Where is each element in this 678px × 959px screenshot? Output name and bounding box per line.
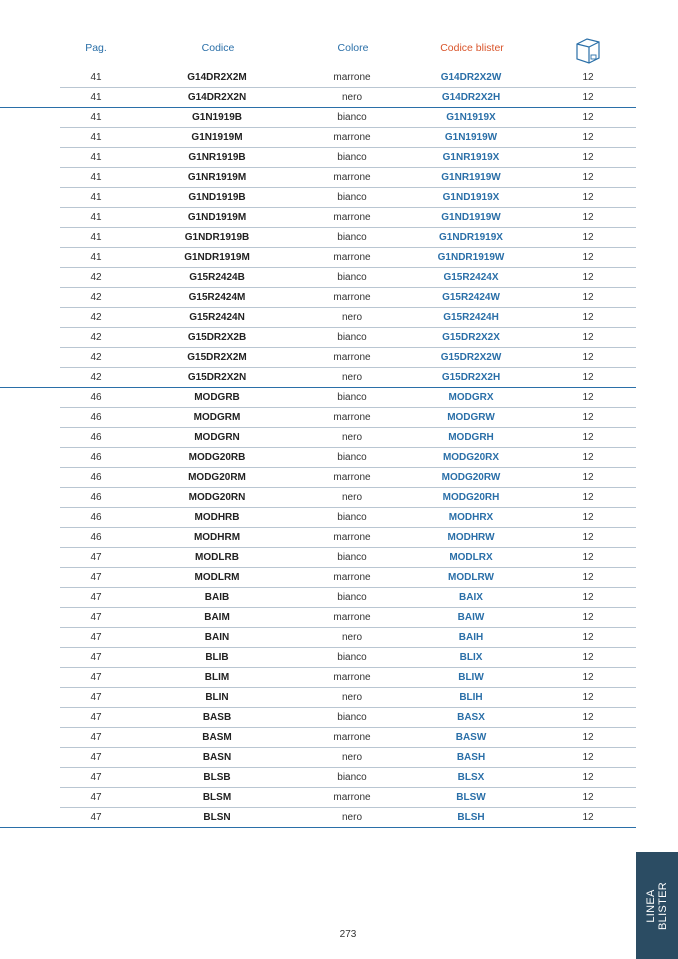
row-spacer bbox=[0, 528, 60, 548]
cell-pag: 41 bbox=[60, 88, 132, 108]
cell-codice: MODGRB bbox=[132, 388, 302, 408]
cell-codice-blister: G14DR2X2H bbox=[402, 88, 540, 108]
row-spacer bbox=[0, 648, 60, 668]
cell-codice-blister: MODGRW bbox=[402, 408, 540, 428]
cell-codice: MODG20RB bbox=[132, 448, 302, 468]
cell-colore: marrone bbox=[302, 608, 402, 628]
table-row bbox=[0, 388, 636, 408]
cell-codice-blister: BASW bbox=[402, 728, 540, 748]
cell-codice-blister: MODG20RW bbox=[402, 468, 540, 488]
cell-colore: marrone bbox=[302, 408, 402, 428]
cell-codice: MODGRM bbox=[132, 408, 302, 428]
row-spacer bbox=[0, 748, 60, 768]
cell-pag: 47 bbox=[60, 608, 132, 628]
table-row bbox=[0, 168, 636, 188]
row-spacer bbox=[0, 248, 60, 268]
table-row bbox=[0, 208, 636, 228]
row-spacer bbox=[0, 188, 60, 208]
row-spacer bbox=[0, 148, 60, 168]
cell-codice-blister: MODLRX bbox=[402, 548, 540, 568]
row-spacer bbox=[0, 308, 60, 328]
cell-codice-blister: G1ND1919W bbox=[402, 208, 540, 228]
cell-codice: BLSN bbox=[132, 808, 302, 828]
cell-pag: 47 bbox=[60, 548, 132, 568]
cell-pag: 42 bbox=[60, 268, 132, 288]
product-table bbox=[0, 68, 636, 828]
table-row bbox=[0, 308, 636, 328]
table-row bbox=[0, 788, 636, 808]
row-spacer bbox=[0, 668, 60, 688]
table-row bbox=[0, 508, 636, 528]
header-codice: Codice bbox=[201, 42, 235, 54]
cell-colore: bianco bbox=[302, 448, 402, 468]
cell-codice-blister: G15DR2X2W bbox=[402, 348, 540, 368]
row-spacer bbox=[0, 268, 60, 288]
table-row bbox=[0, 808, 636, 828]
table-row bbox=[0, 288, 636, 308]
cell-pag: 47 bbox=[60, 648, 132, 668]
cell-pag: 47 bbox=[60, 688, 132, 708]
cell-quantity: 12 bbox=[540, 148, 636, 168]
row-spacer bbox=[0, 288, 60, 308]
cell-quantity: 12 bbox=[540, 128, 636, 148]
table-row bbox=[0, 328, 636, 348]
row-spacer bbox=[0, 388, 60, 408]
cell-quantity: 12 bbox=[540, 728, 636, 748]
cell-pag: 42 bbox=[60, 368, 132, 388]
cell-codice-blister: G1NR1919W bbox=[402, 168, 540, 188]
cell-colore: bianco bbox=[302, 508, 402, 528]
cell-pag: 42 bbox=[60, 328, 132, 348]
cell-pag: 47 bbox=[60, 708, 132, 728]
cell-colore: bianco bbox=[302, 388, 402, 408]
table-row bbox=[0, 368, 636, 388]
cell-codice: BLIM bbox=[132, 668, 302, 688]
cell-codice-blister: BLSW bbox=[402, 788, 540, 808]
cell-codice-blister: BASH bbox=[402, 748, 540, 768]
cell-pag: 41 bbox=[60, 248, 132, 268]
cell-pag: 47 bbox=[60, 768, 132, 788]
row-spacer bbox=[0, 508, 60, 528]
row-spacer bbox=[0, 808, 60, 828]
cell-quantity: 12 bbox=[540, 208, 636, 228]
cell-codice: MODLRB bbox=[132, 548, 302, 568]
cell-codice: MODG20RN bbox=[132, 488, 302, 508]
cell-codice: BASM bbox=[132, 728, 302, 748]
cell-pag: 47 bbox=[60, 628, 132, 648]
cell-pag: 41 bbox=[60, 208, 132, 228]
cell-pag: 42 bbox=[60, 288, 132, 308]
cell-pag: 41 bbox=[60, 188, 132, 208]
cell-quantity: 12 bbox=[540, 808, 636, 828]
cell-colore: marrone bbox=[302, 528, 402, 548]
cell-colore: marrone bbox=[302, 348, 402, 368]
cell-colore: marrone bbox=[302, 728, 402, 748]
row-spacer bbox=[0, 228, 60, 248]
table-row bbox=[0, 648, 636, 668]
cell-codice-blister: MODHRW bbox=[402, 528, 540, 548]
cell-codice-blister: G14DR2X2W bbox=[402, 68, 540, 88]
cell-quantity: 12 bbox=[540, 608, 636, 628]
cell-codice-blister: BLIH bbox=[402, 688, 540, 708]
cell-pag: 46 bbox=[60, 388, 132, 408]
cell-codice: BAIM bbox=[132, 608, 302, 628]
cell-codice-blister: MODG20RX bbox=[402, 448, 540, 468]
row-spacer bbox=[0, 728, 60, 748]
cell-codice: G1NDR1919B bbox=[132, 228, 302, 248]
row-spacer bbox=[0, 768, 60, 788]
cell-pag: 46 bbox=[60, 408, 132, 428]
cell-quantity: 12 bbox=[540, 508, 636, 528]
cell-pag: 46 bbox=[60, 448, 132, 468]
cell-colore: bianco bbox=[302, 268, 402, 288]
table-row bbox=[0, 708, 636, 728]
cell-pag: 41 bbox=[60, 168, 132, 188]
cell-colore: marrone bbox=[302, 668, 402, 688]
cell-pag: 47 bbox=[60, 668, 132, 688]
cell-codice-blister: BLIW bbox=[402, 668, 540, 688]
box-icon bbox=[574, 36, 602, 64]
cell-pag: 47 bbox=[60, 808, 132, 828]
cell-pag: 41 bbox=[60, 128, 132, 148]
table-header bbox=[0, 36, 678, 66]
cell-codice-blister: BLIX bbox=[402, 648, 540, 668]
cell-codice: G1NDR1919M bbox=[132, 248, 302, 268]
side-tab-line2: BLISTER bbox=[657, 881, 669, 930]
cell-quantity: 12 bbox=[540, 368, 636, 388]
table-row bbox=[0, 448, 636, 468]
cell-quantity: 12 bbox=[540, 448, 636, 468]
cell-pag: 46 bbox=[60, 508, 132, 528]
cell-quantity: 12 bbox=[540, 688, 636, 708]
row-spacer bbox=[0, 588, 60, 608]
cell-codice: G15DR2X2B bbox=[132, 328, 302, 348]
cell-quantity: 12 bbox=[540, 788, 636, 808]
table-row bbox=[0, 688, 636, 708]
cell-codice: G15DR2X2N bbox=[132, 368, 302, 388]
cell-codice: G15R2424N bbox=[132, 308, 302, 328]
cell-codice: BASB bbox=[132, 708, 302, 728]
cell-colore: bianco bbox=[302, 648, 402, 668]
header-pag: Pag. bbox=[85, 42, 107, 54]
row-spacer bbox=[0, 208, 60, 228]
cell-codice-blister: G1ND1919X bbox=[402, 188, 540, 208]
row-spacer bbox=[0, 68, 60, 88]
cell-colore: bianco bbox=[302, 148, 402, 168]
cell-pag: 42 bbox=[60, 348, 132, 368]
table-row bbox=[0, 248, 636, 268]
cell-pag: 47 bbox=[60, 588, 132, 608]
cell-quantity: 12 bbox=[540, 708, 636, 728]
cell-quantity: 12 bbox=[540, 468, 636, 488]
cell-colore: bianco bbox=[302, 708, 402, 728]
header-colore: Colore bbox=[337, 42, 369, 54]
cell-colore: marrone bbox=[302, 568, 402, 588]
table-row bbox=[0, 88, 636, 108]
row-spacer bbox=[0, 628, 60, 648]
cell-colore: marrone bbox=[302, 788, 402, 808]
cell-colore: marrone bbox=[302, 468, 402, 488]
row-spacer bbox=[0, 128, 60, 148]
cell-codice: G1N1919M bbox=[132, 128, 302, 148]
cell-codice-blister: G1N1919W bbox=[402, 128, 540, 148]
cell-pag: 41 bbox=[60, 228, 132, 248]
cell-codice: BLIN bbox=[132, 688, 302, 708]
cell-pag: 46 bbox=[60, 528, 132, 548]
cell-codice: BLSB bbox=[132, 768, 302, 788]
row-spacer bbox=[0, 428, 60, 448]
table-row bbox=[0, 468, 636, 488]
cell-codice: G1ND1919M bbox=[132, 208, 302, 228]
cell-pag: 47 bbox=[60, 568, 132, 588]
cell-colore: nero bbox=[302, 808, 402, 828]
cell-codice-blister: MODLRW bbox=[402, 568, 540, 588]
cell-codice-blister: BASX bbox=[402, 708, 540, 728]
cell-colore: nero bbox=[302, 88, 402, 108]
cell-codice-blister: BAIX bbox=[402, 588, 540, 608]
row-spacer bbox=[0, 368, 60, 388]
cell-codice: BLIB bbox=[132, 648, 302, 668]
cell-codice-blister: G15R2424X bbox=[402, 268, 540, 288]
cell-pag: 42 bbox=[60, 308, 132, 328]
cell-codice-blister: G1N1919X bbox=[402, 108, 540, 128]
cell-codice-blister: BAIH bbox=[402, 628, 540, 648]
cell-colore: bianco bbox=[302, 108, 402, 128]
cell-codice: BASN bbox=[132, 748, 302, 768]
cell-quantity: 12 bbox=[540, 268, 636, 288]
table-row bbox=[0, 128, 636, 148]
row-spacer bbox=[0, 408, 60, 428]
cell-colore: bianco bbox=[302, 768, 402, 788]
cell-quantity: 12 bbox=[540, 388, 636, 408]
cell-codice-blister: G1NR1919X bbox=[402, 148, 540, 168]
cell-quantity: 12 bbox=[540, 628, 636, 648]
table-row bbox=[0, 728, 636, 748]
cell-pag: 47 bbox=[60, 728, 132, 748]
cell-quantity: 12 bbox=[540, 308, 636, 328]
page-number: 273 bbox=[339, 929, 357, 940]
table-row bbox=[0, 408, 636, 428]
table-row bbox=[0, 568, 636, 588]
table-row bbox=[0, 268, 636, 288]
cell-quantity: 12 bbox=[540, 328, 636, 348]
row-spacer bbox=[0, 348, 60, 368]
row-spacer bbox=[0, 88, 60, 108]
cell-quantity: 12 bbox=[540, 568, 636, 588]
cell-quantity: 12 bbox=[540, 188, 636, 208]
cell-quantity: 12 bbox=[540, 668, 636, 688]
cell-quantity: 12 bbox=[540, 428, 636, 448]
row-spacer bbox=[0, 168, 60, 188]
cell-colore: bianco bbox=[302, 188, 402, 208]
row-spacer bbox=[0, 468, 60, 488]
cell-codice-blister: MODGRH bbox=[402, 428, 540, 448]
cell-quantity: 12 bbox=[540, 528, 636, 548]
cell-quantity: 12 bbox=[540, 248, 636, 268]
cell-colore: bianco bbox=[302, 328, 402, 348]
cell-codice: MODHRM bbox=[132, 528, 302, 548]
row-spacer bbox=[0, 548, 60, 568]
cell-codice: BAIB bbox=[132, 588, 302, 608]
cell-colore: nero bbox=[302, 688, 402, 708]
cell-pag: 41 bbox=[60, 148, 132, 168]
cell-codice: G1NR1919B bbox=[132, 148, 302, 168]
table-row bbox=[0, 628, 636, 648]
table-row bbox=[0, 588, 636, 608]
cell-codice-blister: G1NDR1919W bbox=[402, 248, 540, 268]
cell-codice: BLSM bbox=[132, 788, 302, 808]
cell-pag: 47 bbox=[60, 748, 132, 768]
cell-quantity: 12 bbox=[540, 108, 636, 128]
cell-quantity: 12 bbox=[540, 168, 636, 188]
cell-colore: marrone bbox=[302, 248, 402, 268]
table-row bbox=[0, 668, 636, 688]
cell-quantity: 12 bbox=[540, 408, 636, 428]
cell-quantity: 12 bbox=[540, 88, 636, 108]
cell-codice-blister: BLSH bbox=[402, 808, 540, 828]
cell-codice-blister: MODHRX bbox=[402, 508, 540, 528]
cell-colore: marrone bbox=[302, 208, 402, 228]
cell-codice: G1NR1919M bbox=[132, 168, 302, 188]
cell-quantity: 12 bbox=[540, 68, 636, 88]
cell-colore: bianco bbox=[302, 588, 402, 608]
cell-pag: 46 bbox=[60, 428, 132, 448]
cell-codice: MODG20RM bbox=[132, 468, 302, 488]
cell-colore: nero bbox=[302, 628, 402, 648]
cell-codice-blister: G15DR2X2H bbox=[402, 368, 540, 388]
row-spacer bbox=[0, 708, 60, 728]
cell-quantity: 12 bbox=[540, 648, 636, 668]
table-row bbox=[0, 748, 636, 768]
cell-quantity: 12 bbox=[540, 588, 636, 608]
cell-pag: 41 bbox=[60, 108, 132, 128]
cell-codice-blister: MODG20RH bbox=[402, 488, 540, 508]
cell-codice: G14DR2X2N bbox=[132, 88, 302, 108]
cell-quantity: 12 bbox=[540, 228, 636, 248]
cell-codice: G1ND1919B bbox=[132, 188, 302, 208]
table-row bbox=[0, 608, 636, 628]
table-row bbox=[0, 148, 636, 168]
cell-codice: G15R2424M bbox=[132, 288, 302, 308]
table-row bbox=[0, 768, 636, 788]
row-spacer bbox=[0, 568, 60, 588]
table-row bbox=[0, 348, 636, 368]
cell-codice: MODGRN bbox=[132, 428, 302, 448]
row-spacer bbox=[0, 328, 60, 348]
cell-pag: 47 bbox=[60, 788, 132, 808]
cell-colore: nero bbox=[302, 308, 402, 328]
cell-quantity: 12 bbox=[540, 548, 636, 568]
cell-colore: marrone bbox=[302, 168, 402, 188]
cell-codice-blister: G15R2424H bbox=[402, 308, 540, 328]
cell-codice: MODHRB bbox=[132, 508, 302, 528]
row-spacer bbox=[0, 788, 60, 808]
cell-codice: G15R2424B bbox=[132, 268, 302, 288]
cell-pag: 46 bbox=[60, 468, 132, 488]
header-codice-blister: Codice blister bbox=[440, 42, 504, 54]
cell-codice-blister: BAIW bbox=[402, 608, 540, 628]
cell-quantity: 12 bbox=[540, 768, 636, 788]
cell-colore: nero bbox=[302, 428, 402, 448]
cell-quantity: 12 bbox=[540, 748, 636, 768]
table-row bbox=[0, 528, 636, 548]
cell-colore: nero bbox=[302, 748, 402, 768]
side-tab-label bbox=[645, 882, 669, 930]
cell-codice: G1N1919B bbox=[132, 108, 302, 128]
cell-colore: nero bbox=[302, 488, 402, 508]
cell-pag: 41 bbox=[60, 68, 132, 88]
table-row bbox=[0, 108, 636, 128]
cell-codice: BAIN bbox=[132, 628, 302, 648]
table-row bbox=[0, 428, 636, 448]
cell-colore: bianco bbox=[302, 228, 402, 248]
cell-codice-blister: G15DR2X2X bbox=[402, 328, 540, 348]
table-row bbox=[0, 488, 636, 508]
row-spacer bbox=[0, 448, 60, 468]
table-row bbox=[0, 548, 636, 568]
row-spacer bbox=[0, 488, 60, 508]
cell-codice-blister: G15R2424W bbox=[402, 288, 540, 308]
row-spacer bbox=[0, 108, 60, 128]
cell-quantity: 12 bbox=[540, 348, 636, 368]
table-row bbox=[0, 68, 636, 88]
cell-colore: bianco bbox=[302, 548, 402, 568]
side-tab bbox=[636, 852, 678, 959]
cell-codice-blister: BLSX bbox=[402, 768, 540, 788]
cell-codice-blister: G1NDR1919X bbox=[402, 228, 540, 248]
cell-pag: 46 bbox=[60, 488, 132, 508]
row-spacer bbox=[0, 608, 60, 628]
cell-codice: G15DR2X2M bbox=[132, 348, 302, 368]
side-tab-line1: LINEA bbox=[645, 888, 657, 923]
cell-codice: G14DR2X2M bbox=[132, 68, 302, 88]
table-row bbox=[0, 228, 636, 248]
cell-colore: nero bbox=[302, 368, 402, 388]
cell-codice-blister: MODGRX bbox=[402, 388, 540, 408]
cell-codice: MODLRM bbox=[132, 568, 302, 588]
cell-colore: marrone bbox=[302, 288, 402, 308]
cell-quantity: 12 bbox=[540, 488, 636, 508]
table-row bbox=[0, 188, 636, 208]
cell-colore: marrone bbox=[302, 68, 402, 88]
row-spacer bbox=[0, 688, 60, 708]
cell-colore: marrone bbox=[302, 128, 402, 148]
cell-quantity: 12 bbox=[540, 288, 636, 308]
